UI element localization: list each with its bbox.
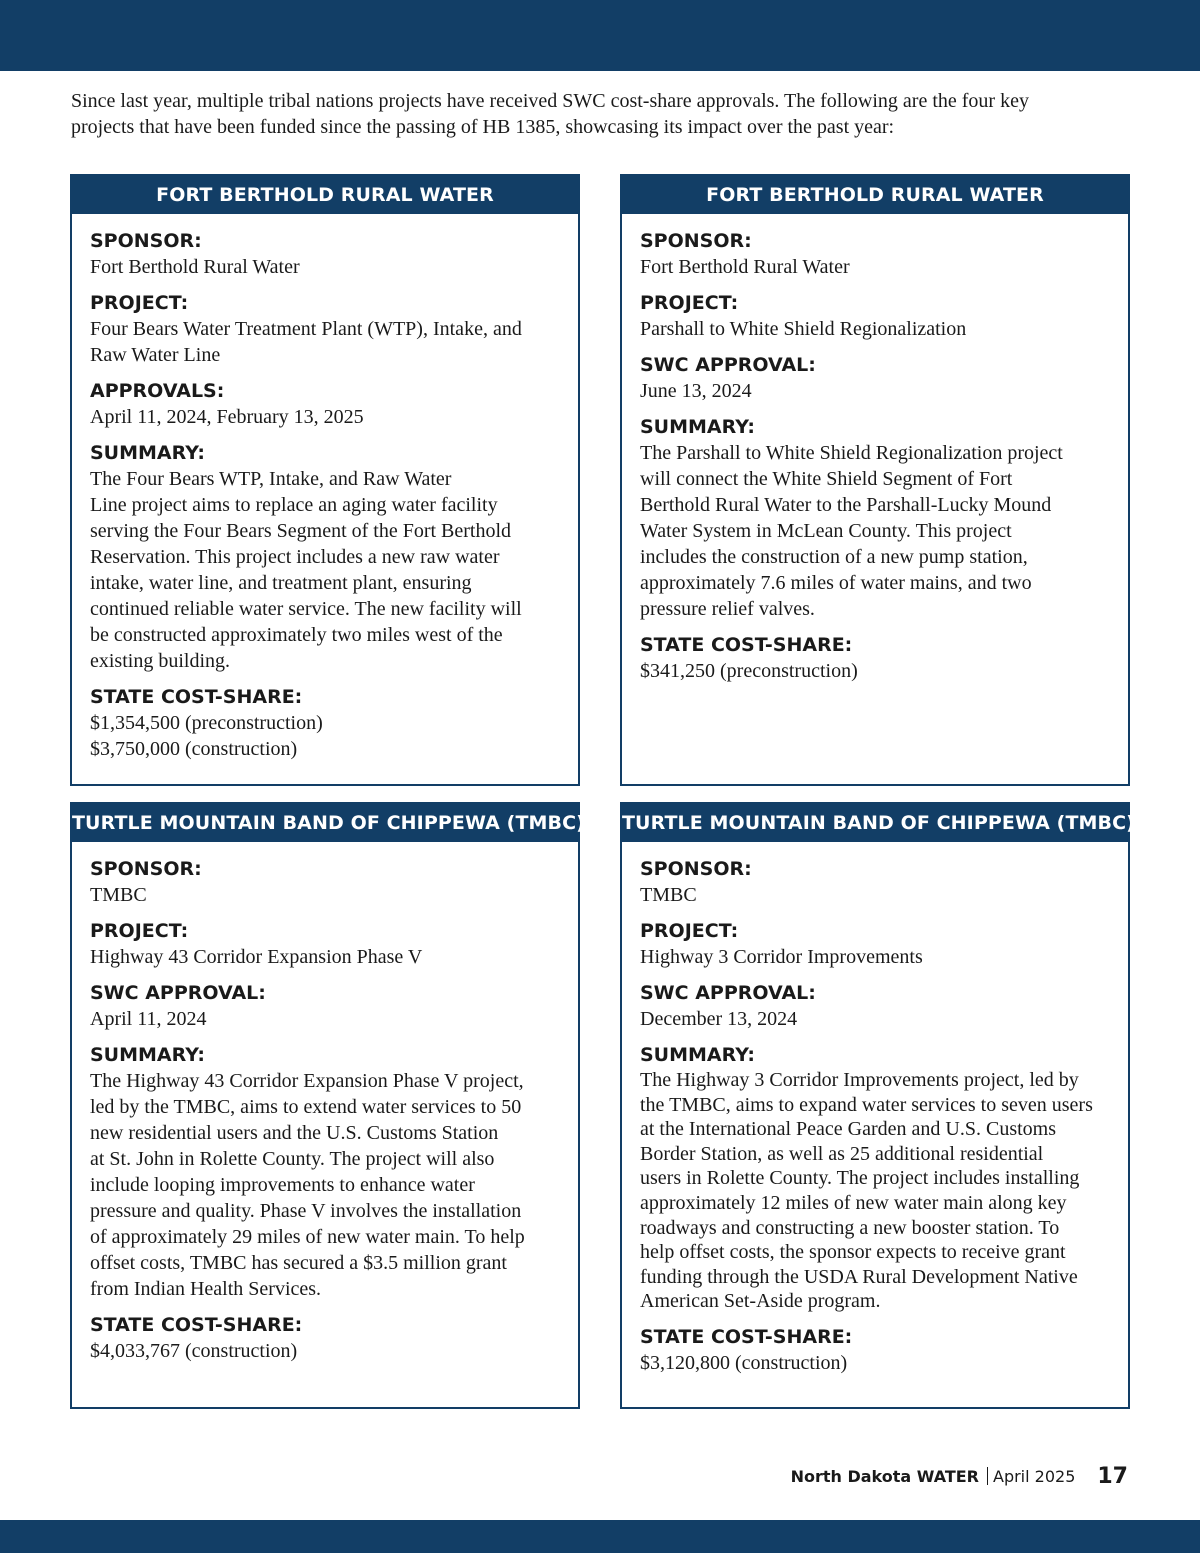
state-cost-share-line: $4,033,767 (construction) <box>90 1340 298 1362</box>
approval-line: December 13, 2024 <box>640 1008 798 1030</box>
sponsor-field <box>640 856 1108 908</box>
approval-label: SWC APPROVAL: <box>90 982 266 1004</box>
summary-line: continued reliable water service. The new facility will <box>90 598 522 620</box>
summary-line: Berthold Rural Water to the Parshall-Lucky Mound <box>640 494 1052 516</box>
approval-label: SWC APPROVAL: <box>640 982 816 1004</box>
sponsor-value <box>90 882 558 908</box>
project-line: Four Bears Water Treatment Plant (WTP), Intake, and <box>90 318 522 340</box>
project-field <box>90 918 558 970</box>
project-label: PROJECT: <box>90 292 189 314</box>
state-cost-share-value <box>90 1338 558 1364</box>
publication-name: North Dakota WATER <box>790 1466 979 1486</box>
summary-line: include looping improvements to enhance water <box>90 1174 475 1196</box>
intro-paragraph <box>71 88 1131 140</box>
approval-line: June 13, 2024 <box>640 380 752 402</box>
summary-line: The Highway 43 Corridor Expansion Phase V project, <box>90 1070 524 1092</box>
summary-line: funding through the USDA Rural Development Native <box>640 1265 1078 1288</box>
summary-value <box>90 466 558 674</box>
summary-line: serving the Four Bears Segment of the Fort Berthold <box>90 520 512 542</box>
summary-line: intake, water line, and treatment plant, ensuring <box>90 572 472 594</box>
summary-field <box>90 1042 558 1302</box>
summary-field <box>640 1042 1108 1314</box>
state-cost-share-field <box>90 1312 558 1364</box>
approval-label: APPROVALS: <box>90 380 225 402</box>
approval-line: April 11, 2024 <box>90 1008 207 1030</box>
project-label: PROJECT: <box>640 292 739 314</box>
sponsor-line: TMBC <box>90 884 147 906</box>
sponsor-field <box>640 228 1108 280</box>
project-line: Highway 3 Corridor Improvements <box>640 946 923 968</box>
page-footer <box>791 1458 1128 1494</box>
summary-line: of approximately 29 miles of new water main. To help <box>90 1226 525 1248</box>
project-line: Parshall to White Shield Regionalization <box>640 318 967 340</box>
summary-line: pressure and quality. Phase V involves the installation <box>90 1200 522 1222</box>
summary-line: The Four Bears WTP, Intake, and Raw Water <box>90 468 452 490</box>
card-body <box>622 214 1128 684</box>
summary-line: from Indian Health Services. <box>90 1278 322 1300</box>
approval-value <box>90 1006 558 1032</box>
summary-line: the TMBC, aims to expand water services to seven users <box>640 1093 1093 1116</box>
summary-line: will connect the White Shield Segment of Fort <box>640 468 1013 490</box>
summary-field <box>90 440 558 674</box>
sponsor-line: TMBC <box>640 884 697 906</box>
sponsor-line: Fort Berthold Rural Water <box>90 256 300 278</box>
project-card <box>620 802 1135 1409</box>
project-value <box>640 944 1108 970</box>
approval-line: April 11, 2024, February 13, 2025 <box>90 406 364 428</box>
state-cost-share-label: STATE COST-SHARE: <box>90 686 303 708</box>
state-cost-share-line: $3,750,000 (construction) <box>90 738 298 760</box>
summary-line: pressure relief valves. <box>640 598 815 620</box>
state-cost-share-line: $1,354,500 (preconstruction) <box>90 712 323 734</box>
state-cost-share-line: $341,250 (preconstruction) <box>640 660 858 682</box>
summary-line: American Set-Aside program. <box>640 1290 881 1313</box>
summary-line: Water System in McLean County. This project <box>640 520 1012 542</box>
card-body <box>72 842 578 1364</box>
summary-label: SUMMARY: <box>640 1044 755 1066</box>
project-card <box>70 174 580 786</box>
approval-label: SWC APPROVAL: <box>640 354 816 376</box>
summary-line: approximately 7.6 miles of water mains, and two <box>640 572 1032 594</box>
page-number: 17 <box>1097 1463 1128 1489</box>
summary-line: be constructed approximately two miles west of the <box>90 624 503 646</box>
sponsor-field <box>90 228 558 280</box>
summary-line: Reservation. This project includes a new raw water <box>90 546 500 568</box>
project-line: Highway 43 Corridor Expansion Phase V <box>90 946 423 968</box>
summary-line: roadways and constructing a new booster station. To <box>640 1216 1060 1239</box>
sponsor-line: Fort Berthold Rural Water <box>640 256 850 278</box>
approval-field <box>90 980 558 1032</box>
state-cost-share-line: $3,120,800 (construction) <box>640 1351 848 1374</box>
state-cost-share-field <box>90 684 558 762</box>
state-cost-share-value <box>90 710 558 762</box>
project-card <box>620 174 1130 786</box>
summary-line: at the International Peace Garden and U.S. Customs <box>640 1118 1056 1141</box>
summary-line: Border Station, as well as 25 additional residential <box>640 1142 1044 1165</box>
card-title: FORT BERTHOLD RURAL WATER <box>72 176 578 214</box>
summary-line: led by the TMBC, aims to extend water services to 50 <box>90 1096 522 1118</box>
summary-line: approximately 12 miles of new water main along key <box>640 1191 1067 1214</box>
state-cost-share-label: STATE COST-SHARE: <box>640 634 853 656</box>
project-field <box>640 290 1108 342</box>
sponsor-label: SPONSOR: <box>90 230 202 252</box>
project-label: PROJECT: <box>640 920 739 942</box>
summary-value <box>640 440 1108 622</box>
issue-date: April 2025 <box>993 1466 1076 1486</box>
project-value <box>90 316 558 368</box>
summary-line: users in Rolette County. The project includes installing <box>640 1167 1080 1190</box>
card-body <box>72 214 578 762</box>
card-body <box>622 842 1128 1376</box>
summary-label: SUMMARY: <box>640 416 755 438</box>
project-label: PROJECT: <box>90 920 189 942</box>
summary-label: SUMMARY: <box>90 442 205 464</box>
state-cost-share-value <box>640 658 1108 684</box>
summary-line: new residential users and the U.S. Customs Station <box>90 1122 499 1144</box>
approval-value <box>90 404 558 430</box>
approval-field <box>90 378 558 430</box>
project-line: Raw Water Line <box>90 344 221 366</box>
summary-line: offset costs, TMBC has secured a $3.5 million grant <box>90 1252 507 1274</box>
state-cost-share-field <box>640 1324 1108 1376</box>
card-title: FORT BERTHOLD RURAL WATER <box>622 176 1128 214</box>
top-banner <box>0 0 1200 71</box>
sponsor-value <box>640 254 1108 280</box>
summary-line: at St. John in Rolette County. The project will also <box>90 1148 495 1170</box>
sponsor-label: SPONSOR: <box>640 858 752 880</box>
sponsor-value <box>90 254 558 280</box>
approval-value <box>640 378 1108 404</box>
summary-line: The Parshall to White Shield Regionalization project <box>640 442 1063 464</box>
summary-line: help offset costs, the sponsor expects to receive grant <box>640 1241 1066 1264</box>
approval-field <box>640 352 1108 404</box>
project-field <box>90 290 558 368</box>
project-value <box>90 944 558 970</box>
state-cost-share-label: STATE COST-SHARE: <box>640 1325 853 1348</box>
card-title: TURTLE MOUNTAIN BAND OF CHIPPEWA (TMBC) <box>622 804 1128 842</box>
footer-divider <box>987 1467 988 1485</box>
state-cost-share-field <box>640 632 1108 684</box>
project-card <box>70 802 585 1409</box>
sponsor-label: SPONSOR: <box>90 858 202 880</box>
summary-line: includes the construction of a new pump station, <box>640 546 1028 568</box>
state-cost-share-value <box>640 1350 1108 1376</box>
summary-label: SUMMARY: <box>90 1044 205 1066</box>
sponsor-value <box>640 882 1108 908</box>
state-cost-share-label: STATE COST-SHARE: <box>90 1314 303 1336</box>
approval-value <box>640 1006 1108 1032</box>
intro-line: Since last year, multiple tribal nations projects have received SWC cost-share approvals. The following are the four key <box>71 90 1029 112</box>
card-title: TURTLE MOUNTAIN BAND OF CHIPPEWA (TMBC) <box>72 804 578 842</box>
summary-field <box>640 414 1108 622</box>
summary-line: existing building. <box>90 650 230 672</box>
summary-value <box>90 1068 558 1302</box>
project-field <box>640 918 1108 970</box>
summary-value <box>640 1068 1108 1314</box>
sponsor-label: SPONSOR: <box>640 230 752 252</box>
bottom-banner <box>0 1520 1200 1553</box>
summary-line: The Highway 3 Corridor Improvements project, led by <box>640 1069 1079 1091</box>
sponsor-field <box>90 856 558 908</box>
approval-field <box>640 980 1108 1032</box>
project-value <box>640 316 1108 342</box>
summary-line: Line project aims to replace an aging water facility <box>90 494 498 516</box>
intro-line: projects that have been funded since the passing of HB 1385, showcasing its impact over the past year: <box>71 116 895 138</box>
